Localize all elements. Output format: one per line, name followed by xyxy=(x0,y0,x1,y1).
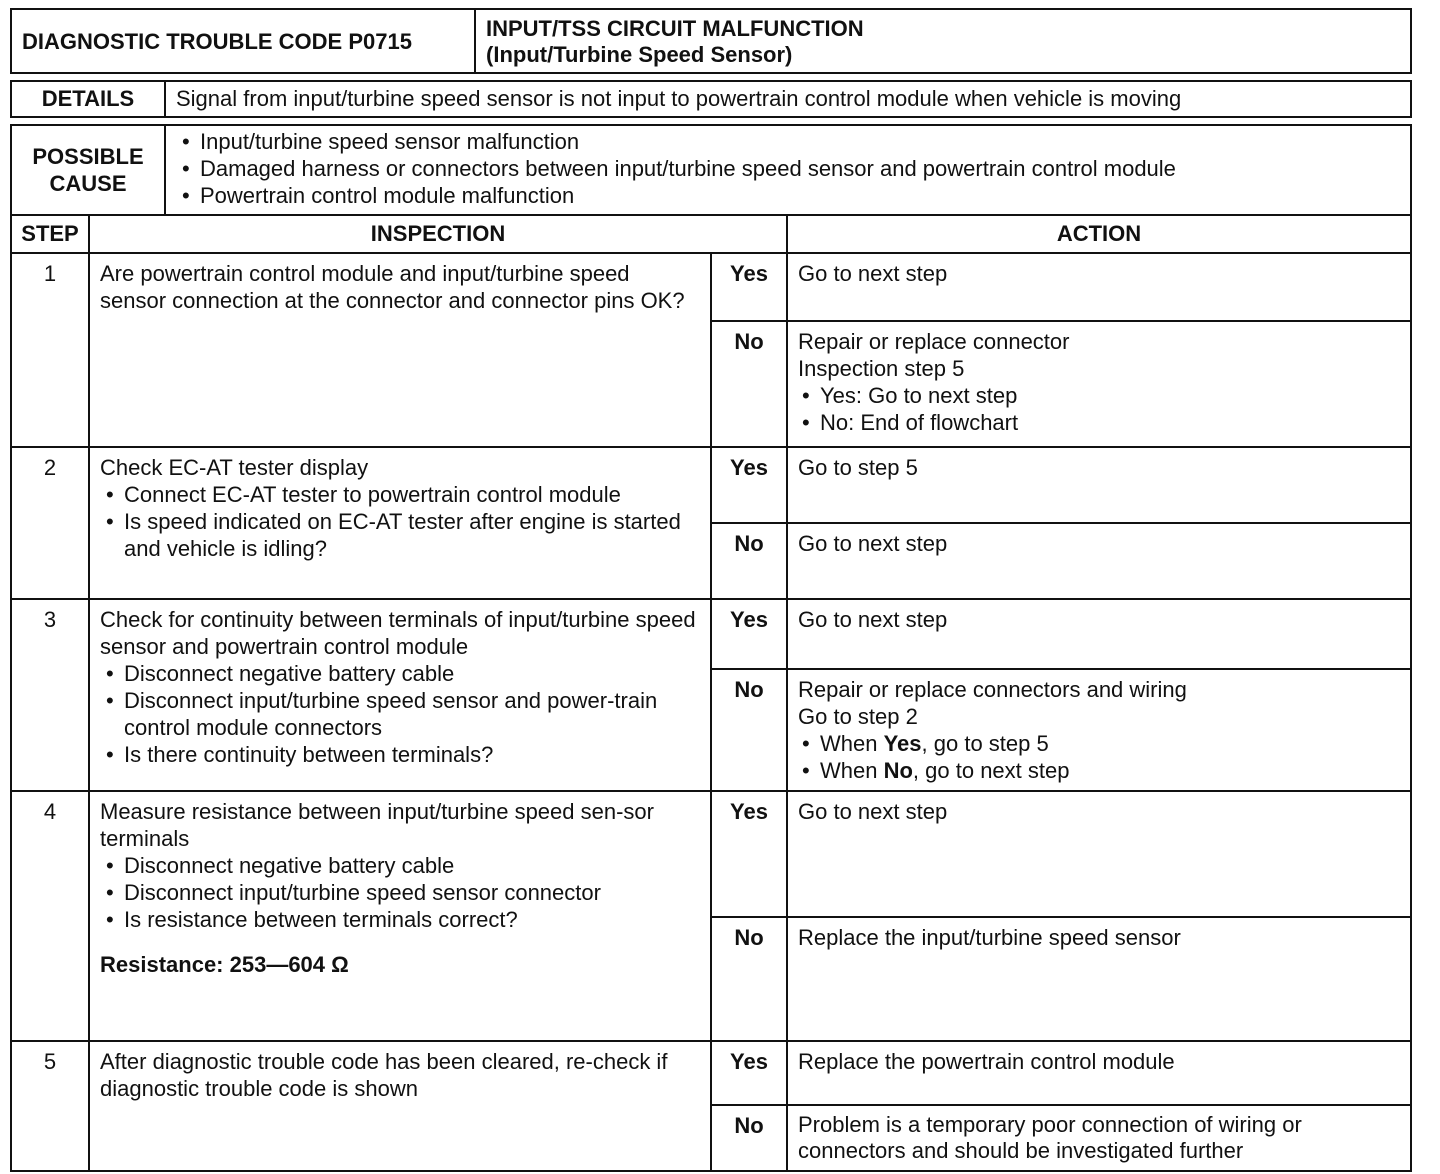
yes-answer xyxy=(712,254,1410,320)
inspection-cell xyxy=(90,600,712,790)
possible-cause-list xyxy=(166,126,1410,214)
yes-label: Yes xyxy=(712,1042,788,1104)
column-header-inspection: INSPECTION xyxy=(90,216,788,252)
action-cell xyxy=(712,792,1410,1040)
trouble-code-label: DIAGNOSTIC TROUBLE CODE P0715 xyxy=(12,10,476,72)
no-answer xyxy=(712,916,1410,1040)
no-action-line1: Repair or replace connector xyxy=(798,329,1070,354)
diagnostic-table xyxy=(10,8,1412,1172)
action-cell xyxy=(712,448,1410,598)
no-action-line2: Inspection step 5 xyxy=(798,356,965,381)
yes-answer xyxy=(712,1042,1410,1104)
no-label: No xyxy=(712,918,788,1040)
no-label: No xyxy=(712,1106,788,1170)
inspection-text: Check EC-AT tester display xyxy=(100,455,369,480)
details-row xyxy=(10,80,1412,118)
no-answer xyxy=(712,668,1410,790)
inspection-cell xyxy=(90,792,712,1040)
list-item: • Is resistance between terminals correct? xyxy=(100,906,700,933)
column-header-row xyxy=(10,216,1412,254)
inspection-text: Measure resistance between input/turbine speed sen-sor terminals xyxy=(100,799,654,851)
list-item: • Is speed indicated on EC-AT tester after engine is started and vehicle is idling? xyxy=(100,508,700,562)
resistance-spec: Resistance: 253—604 Ω xyxy=(100,952,349,977)
malfunction-title xyxy=(476,10,1410,72)
table-row xyxy=(10,254,1412,448)
table-row xyxy=(10,792,1412,1042)
list-item: • No: End of flowchart xyxy=(796,409,1400,436)
list-item: • Disconnect input/turbine speed sensor connector xyxy=(100,879,700,906)
yes-answer xyxy=(712,600,1410,668)
list-item: • Disconnect input/turbine speed sensor and power-train control module connectors xyxy=(100,687,700,741)
possible-cause-label-line2: CAUSE xyxy=(49,171,127,196)
action-cell xyxy=(712,254,1410,446)
list-item: • Is there continuity between terminals? xyxy=(100,741,700,768)
step-number: 2 xyxy=(12,448,90,598)
no-action: Go to next step xyxy=(798,531,948,556)
no-label: No xyxy=(712,524,788,598)
no-label: No xyxy=(712,670,788,790)
possible-cause-row xyxy=(10,124,1412,216)
yes-action: Go to next step xyxy=(798,607,948,632)
yes-label: Yes xyxy=(712,792,788,916)
yes-action: Replace the powertrain control module xyxy=(798,1049,1175,1074)
no-action xyxy=(788,322,1410,446)
column-header-action: ACTION xyxy=(1056,221,1142,246)
yes-answer xyxy=(712,792,1410,916)
yes-label: Yes xyxy=(712,254,788,320)
list-item: • Damaged harness or connectors between input/turbine speed sensor and powertrain control module xyxy=(176,155,1400,182)
step-number: 4 xyxy=(12,792,90,1040)
no-action xyxy=(788,670,1410,790)
no-action-line1: Repair or replace connectors and wiring xyxy=(798,677,1187,702)
no-label: No xyxy=(712,322,788,446)
yes-answer xyxy=(712,448,1410,522)
yes-action: Go to next step xyxy=(798,261,948,286)
list-item: • When Yes, go to step 5 xyxy=(796,730,1400,757)
list-item: • Powertrain control module malfunction xyxy=(176,182,1400,209)
malfunction-title-line2: (Input/Turbine Speed Sensor) xyxy=(486,42,793,67)
header-row xyxy=(10,8,1412,74)
possible-cause-label xyxy=(12,126,166,214)
yes-action: Go to step 5 xyxy=(798,455,918,480)
step-number: 5 xyxy=(12,1042,90,1170)
column-header-step: STEP xyxy=(12,216,90,252)
list-item: • Disconnect negative battery cable xyxy=(100,852,700,879)
inspection-text: After diagnostic trouble code has been cleared, re-check if diagnostic trouble code is shown xyxy=(90,1042,712,1170)
no-answer xyxy=(712,1104,1410,1170)
details-label: DETAILS xyxy=(12,82,166,116)
list-item: • Input/turbine speed sensor malfunction xyxy=(176,128,1400,155)
yes-label: Yes xyxy=(712,600,788,668)
inspection-cell xyxy=(90,448,712,598)
possible-cause-label-line1: POSSIBLE xyxy=(32,144,144,169)
no-answer xyxy=(712,522,1410,598)
yes-label: Yes xyxy=(712,448,788,522)
no-action-line2: Go to step 2 xyxy=(798,704,918,729)
list-item: • Connect EC-AT tester to powertrain control module xyxy=(100,481,700,508)
list-item: • Yes: Go to next step xyxy=(796,382,1400,409)
inspection-text: Are powertrain control module and input/turbine speed sensor connection at the connector and connector pins OK? xyxy=(90,254,712,446)
inspection-text: Check for continuity between terminals of input/turbine speed sensor and powertrain control module xyxy=(100,607,696,659)
no-action: Replace the input/turbine speed sensor xyxy=(798,925,1181,950)
list-item: • Disconnect negative battery cable xyxy=(100,660,700,687)
action-cell xyxy=(712,600,1410,790)
no-answer xyxy=(712,320,1410,446)
details-text: Signal from input/turbine speed sensor is not input to powertrain control module when vehicle is moving xyxy=(176,86,1182,111)
table-row xyxy=(10,600,1412,792)
action-cell xyxy=(712,1042,1410,1170)
step-number: 1 xyxy=(12,254,90,446)
malfunction-title-line1: INPUT/TSS CIRCUIT MALFUNCTION xyxy=(486,16,864,41)
no-action: Problem is a temporary poor connection of wiring or connectors and should be investigated further xyxy=(798,1112,1302,1163)
table-row xyxy=(10,448,1412,600)
yes-action: Go to next step xyxy=(798,799,948,824)
list-item: • When No, go to next step xyxy=(796,757,1400,784)
table-row xyxy=(10,1042,1412,1172)
step-number: 3 xyxy=(12,600,90,790)
